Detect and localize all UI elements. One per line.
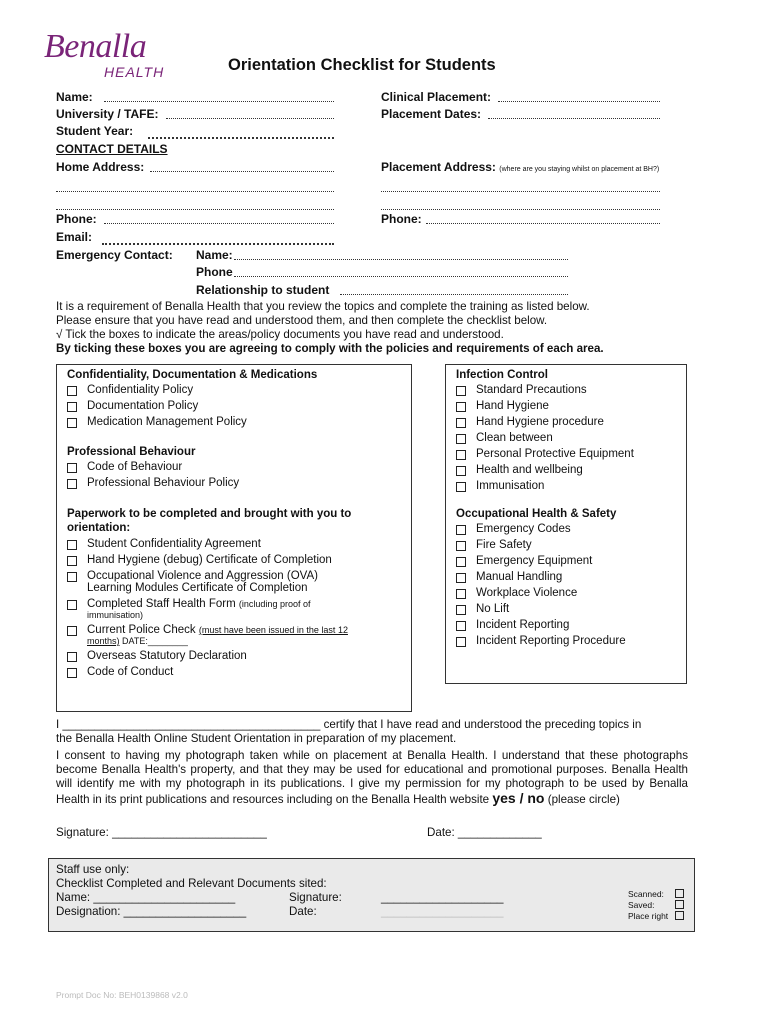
ohs-heading: Occupational Health & Safety xyxy=(456,508,617,520)
staff-name[interactable]: Name: ______________________ xyxy=(56,891,236,904)
ec-phone-field[interactable] xyxy=(234,265,568,277)
ec-phone-label: Phone xyxy=(196,265,233,279)
phone-field[interactable] xyxy=(104,212,334,224)
student-year-label: Student Year: xyxy=(56,124,134,138)
checkbox[interactable] xyxy=(456,589,466,599)
checkbox[interactable] xyxy=(67,652,77,662)
place-right-label: Place right xyxy=(628,911,669,921)
list-item[interactable]: Emergency Codes xyxy=(456,523,681,535)
photo-consent xyxy=(56,749,688,807)
saved-checkbox[interactable] xyxy=(675,900,684,909)
checkbox[interactable] xyxy=(456,450,466,460)
page-title: Orientation Checklist for Students xyxy=(228,56,496,74)
infection-control-heading: Infection Control xyxy=(456,369,548,381)
staff-signature-label: Signature: xyxy=(289,891,342,904)
certification xyxy=(56,718,682,746)
checkbox[interactable] xyxy=(456,466,466,476)
instructions xyxy=(56,300,716,356)
list-item[interactable]: Current Police Check (must have been issued in the last 12 months) DATE:________ xyxy=(67,624,405,646)
date-line[interactable]: Date: _____________ xyxy=(427,826,542,839)
list-item[interactable]: Hand Hygiene procedure xyxy=(456,416,681,428)
list-item[interactable]: Confidentiality Policy xyxy=(67,384,405,396)
saved-label: Saved: xyxy=(628,900,655,910)
placement-dates-label: Placement Dates: xyxy=(381,107,482,121)
list-item[interactable]: Incident Reporting xyxy=(456,619,681,631)
staff-date-label: Date: xyxy=(289,905,317,918)
professional-heading: Professional Behaviour xyxy=(67,446,196,458)
list-item[interactable]: Workplace Violence xyxy=(456,587,681,599)
placement-dates-field[interactable] xyxy=(488,107,660,119)
checkbox[interactable] xyxy=(456,434,466,444)
checkbox[interactable] xyxy=(456,418,466,428)
certify-line-2: the Benalla Health Online Student Orientation in preparation of my placement. xyxy=(56,732,457,745)
checkbox[interactable] xyxy=(456,525,466,535)
checkbox[interactable] xyxy=(456,573,466,583)
confidentiality-heading: Confidentiality, Documentation & Medications xyxy=(67,369,318,381)
staff-designation[interactable]: Designation: ___________________ xyxy=(56,905,247,918)
paperwork-heading: Paperwork to be completed and brought with you to orientation: xyxy=(67,508,352,534)
checkbox[interactable] xyxy=(456,482,466,492)
footer-doc-number: Prompt Doc No: BEH0139868 v2.0 xyxy=(56,990,188,1000)
logo-subtext: HEALTH xyxy=(104,64,165,80)
list-item[interactable]: Clean between xyxy=(456,432,681,444)
ec-name-label: Name: xyxy=(196,248,233,262)
university-field[interactable] xyxy=(166,107,334,119)
checkbox[interactable] xyxy=(67,463,77,473)
staff-use-box xyxy=(48,858,695,932)
placement-address-line-1[interactable] xyxy=(381,180,660,192)
checkbox[interactable] xyxy=(67,402,77,412)
staff-status xyxy=(628,889,684,922)
list-item[interactable]: Health and wellbeing xyxy=(456,464,681,476)
list-item[interactable]: Code of Conduct xyxy=(67,666,405,678)
university-label: University / TAFE: xyxy=(56,107,159,121)
email-field[interactable] xyxy=(102,232,334,245)
list-item[interactable]: Occupational Violence and Aggression (OVA) Learning Modules Certificate of Completion xyxy=(67,570,405,594)
list-item[interactable]: Medication Management Policy xyxy=(67,416,405,428)
list-item[interactable]: Fire Safety xyxy=(456,539,681,551)
checkbox[interactable] xyxy=(456,386,466,396)
staff-title: Staff use only: xyxy=(56,863,130,876)
list-item[interactable]: Manual Handling xyxy=(456,571,681,583)
ec-relationship-label: Relationship to student xyxy=(196,283,330,297)
clinical-placement-field[interactable] xyxy=(498,90,660,102)
list-item[interactable]: Personal Protective Equipment xyxy=(456,448,681,460)
left-checklist-content xyxy=(67,369,405,678)
checkbox[interactable] xyxy=(67,626,77,636)
scanned-checkbox[interactable] xyxy=(675,889,684,898)
instruction-line-1: It is a requirement of Benalla Health that you review the topics and complete the training as listed below. xyxy=(56,300,590,313)
placement-address-note: (where are you staying whilst on placement at BH?) xyxy=(499,166,660,173)
checkbox[interactable] xyxy=(67,540,77,550)
list-item[interactable]: Completed Staff Health Form (including proof of immunisation) xyxy=(67,598,405,620)
name-label: Name: xyxy=(56,90,93,104)
list-item[interactable]: Overseas Statutory Declaration xyxy=(67,650,405,662)
checkbox[interactable] xyxy=(67,418,77,428)
instruction-line-2: Please ensure that you have read and understood them, and then complete the checklist below. xyxy=(56,314,548,327)
list-item[interactable]: Student Confidentiality Agreement xyxy=(67,538,405,550)
placement-address-text: Placement Address: xyxy=(381,160,496,174)
right-checklist-content xyxy=(456,369,681,647)
checkbox[interactable] xyxy=(67,479,77,489)
ec-relationship-field[interactable] xyxy=(340,283,568,295)
checkbox[interactable] xyxy=(456,605,466,615)
ec-name-field[interactable] xyxy=(234,248,568,260)
yes-no-choice[interactable]: yes / no xyxy=(492,790,545,806)
list-item[interactable]: Hand Hygiene (debug) Certificate of Completion xyxy=(67,554,405,566)
checkbox[interactable] xyxy=(67,600,77,610)
logo-text: Benalla xyxy=(44,28,147,65)
placement-phone-field[interactable] xyxy=(426,212,660,224)
list-item[interactable]: Emergency Equipment xyxy=(456,555,681,567)
consent-text: I consent to having my photograph taken while on placement at Benalla Health. I understand that these photographs become Benalla Health's property, and that they may be used for educational and promotional purposes. Benalla Health will identify me with my photograph in its publications. I give my permission for my photograph to be used by Benalla Health in its print publications and resources including on the Benalla xyxy=(56,749,688,806)
clinical-placement-label: Clinical Placement: xyxy=(381,90,492,104)
staff-signature-line[interactable]: ___________________ xyxy=(381,891,504,904)
checkbox[interactable] xyxy=(67,386,77,396)
checkbox[interactable] xyxy=(67,668,77,678)
certify-line-1: I ________________________________________ certify that I have read and understood the preceding topics in xyxy=(56,718,642,731)
email-label: Email: xyxy=(56,230,93,244)
checkbox[interactable] xyxy=(456,402,466,412)
contact-details-heading: CONTACT DETAILS xyxy=(56,142,168,156)
placement-address-line-2[interactable] xyxy=(381,198,660,210)
checkbox[interactable] xyxy=(456,557,466,567)
placement-address-label xyxy=(381,160,659,174)
placement-phone-label: Phone: xyxy=(381,212,422,226)
list-item[interactable]: Immunisation xyxy=(456,480,681,492)
home-address-field[interactable] xyxy=(150,160,334,172)
student-year-field[interactable] xyxy=(148,126,334,139)
name-field[interactable] xyxy=(104,90,334,102)
checkbox[interactable] xyxy=(67,556,77,566)
home-address-label: Home Address: xyxy=(56,160,145,174)
list-item[interactable]: No Lift xyxy=(456,603,681,615)
phone-label: Phone: xyxy=(56,212,97,226)
place-right-checkbox[interactable] xyxy=(675,911,684,920)
instruction-line-3: √ Tick the boxes to indicate the areas/policy documents you have read and understood. xyxy=(56,328,504,341)
list-item[interactable]: Incident Reporting Procedure xyxy=(456,635,681,647)
staff-checklist: Checklist Completed and Relevant Documents sited: xyxy=(56,877,327,890)
scanned-label: Scanned: xyxy=(628,889,664,899)
emergency-contact-label: Emergency Contact: xyxy=(56,248,173,262)
list-item[interactable]: Documentation Policy xyxy=(67,400,405,412)
instruction-line-4: By ticking these boxes you are agreeing to comply with the policies and requirements of each area. xyxy=(56,342,604,355)
staff-date-line[interactable]: ___________________ xyxy=(381,905,504,918)
list-item[interactable]: Professional Behaviour Policy xyxy=(67,477,405,489)
home-address-line-2[interactable] xyxy=(56,180,334,192)
checkbox[interactable] xyxy=(456,621,466,631)
checkbox[interactable] xyxy=(67,572,77,582)
home-address-line-3[interactable] xyxy=(56,198,334,210)
consent-tail-note: (please circle) xyxy=(547,793,620,806)
signature-line[interactable]: Signature: ________________________ xyxy=(56,826,267,839)
list-item[interactable]: Hand Hygiene xyxy=(456,400,681,412)
list-item[interactable]: Code of Behaviour xyxy=(67,461,405,473)
consent-tail: Health website xyxy=(413,793,490,806)
checkbox[interactable] xyxy=(456,637,466,647)
list-item[interactable]: Standard Precautions xyxy=(456,384,681,396)
checkbox[interactable] xyxy=(456,541,466,551)
